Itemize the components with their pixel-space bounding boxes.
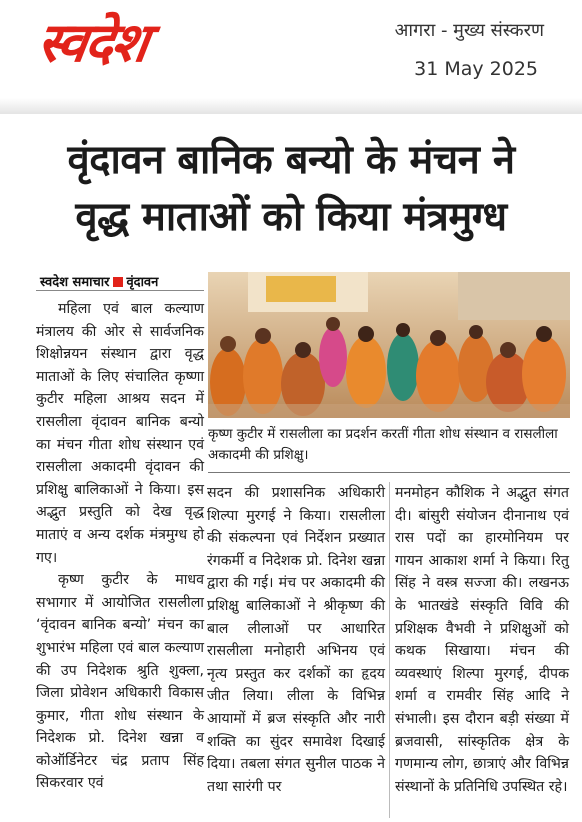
byline-place: वृंदावन — [126, 275, 159, 290]
article-column-3 — [395, 482, 569, 798]
performance-photo-illustration — [208, 272, 570, 418]
column-divider — [389, 482, 390, 818]
article-paragraph: महिला एवं बाल कल्याण मंत्रालय की ओर से सार्वजनिक शिक्षोन्नयन संस्थान द्वारा वृद्ध माताओं के लिए संचालित कृष्णा कुटीर महिला आश्रय सदन में रासलीला वृंदावन बानिक बन्यो का मंचन गीता शोध संस्थान एवं रासलीला अकादमी वृंदावन की प्रशिक्षु बालिकाओं ने किया। इस अद्भुत प्रस्तुति को देख वृद्ध माताएं व अन्य दर्शक मंत्रमुग्ध हो गए। — [36, 301, 204, 566]
edition-label: आगरा - मुख्य संस्करण — [394, 20, 544, 41]
article-paragraph: मनमोहन कौशिक ने अद्भुत संगत दी। बांसुरी संयोजन दीनानाथ एवं रास पदों का हारमोनियम पर गायन आकाश शर्मा ने किया। रितु सिंह ने वस्त्र सज्जा की। लखनऊ के भातखंडे संस्कृति विवि की प्रशिक्षक वैभवी ने प्रशिक्षुओं को कथक सिखाया। मंचन की व्यवस्थाएं शिल्पा मुरगई, दीपक शर्मा व रामवीर सिंह आदि ने संभाली। इस दौरान बड़ी संख्या में ब्रजवासी, सांस्कृतिक क्षेत्र के गणमान्य लोग, छात्राएं और विभिन्न संस्थानों के प्रतिनिधि उपस्थित रहे। — [395, 485, 569, 795]
byline — [40, 272, 158, 290]
masthead-divider — [0, 98, 582, 114]
newspaper-logo — [33, 11, 288, 82]
logo-text: स्वदेश — [33, 11, 151, 74]
publication-date: 31 May 2025 — [414, 58, 538, 80]
headline-line-2: वृद्ध माताओं को किया मंत्रमुग्ध — [75, 194, 507, 240]
article-column-1 — [36, 298, 204, 795]
red-square-icon — [113, 277, 123, 287]
article-column-2 — [207, 482, 385, 798]
caption-divider — [208, 472, 570, 473]
masthead — [0, 0, 582, 112]
photo-caption: कृष्ण कुटीर में रासलीला का प्रदर्शन करतीं गीता शोध संस्थान व रासलीला अकादमी की प्रशिक्षु। — [208, 426, 558, 463]
headline-line-1: वृंदावन बानिक बन्यो के मंचन ने — [67, 137, 515, 183]
article-headline — [0, 132, 582, 246]
byline-divider — [36, 290, 204, 291]
article-paragraph: सदन की प्रशासनिक अधिकारी शिल्पा मुरगई ने किया। रासलीला की संकल्पना एवं निर्देशन प्रख्यात रंगकर्मी व निदेशक प्रो. दिनेश खन्ना द्वारा की गई। मंच पर अकादमी की प्रशिक्षु बालिकाओं ने श्रीकृष्ण की बाल लीलाओं पर आधारित रासलीला मनोहारी अभिनय एवं नृत्य प्रस्तुत कर दर्शकों का हृदय जीत लिया। लीला के विभिन्न आयामों में ब्रज संस्कृति और नारी शक्ति का सुंदर समावेश दिखाई दिया। तबला संगत सुनील पाठक ने तथा सारंगी पर — [207, 485, 385, 795]
article-photo — [208, 272, 570, 418]
byline-agency: स्वदेश समाचार — [40, 275, 110, 290]
article-paragraph: कृष्ण कुटीर के माधव सभागार में आयोजित रासलीला ‘वृंदावन बानिक बन्यो’ मंचन का शुभारंभ महिला एवं बाल कल्याण की उप निदेशक श्रुति शुक्ला, जिला प्रोवेशन अधिकारी विकास कुमार, गीता शोध संस्थान के निदेशक प्रो. दिनेश खन्ना व कोऑर्डिनेटर चंद्र प्रताप सिंह सिकरवार एवं — [36, 572, 204, 792]
